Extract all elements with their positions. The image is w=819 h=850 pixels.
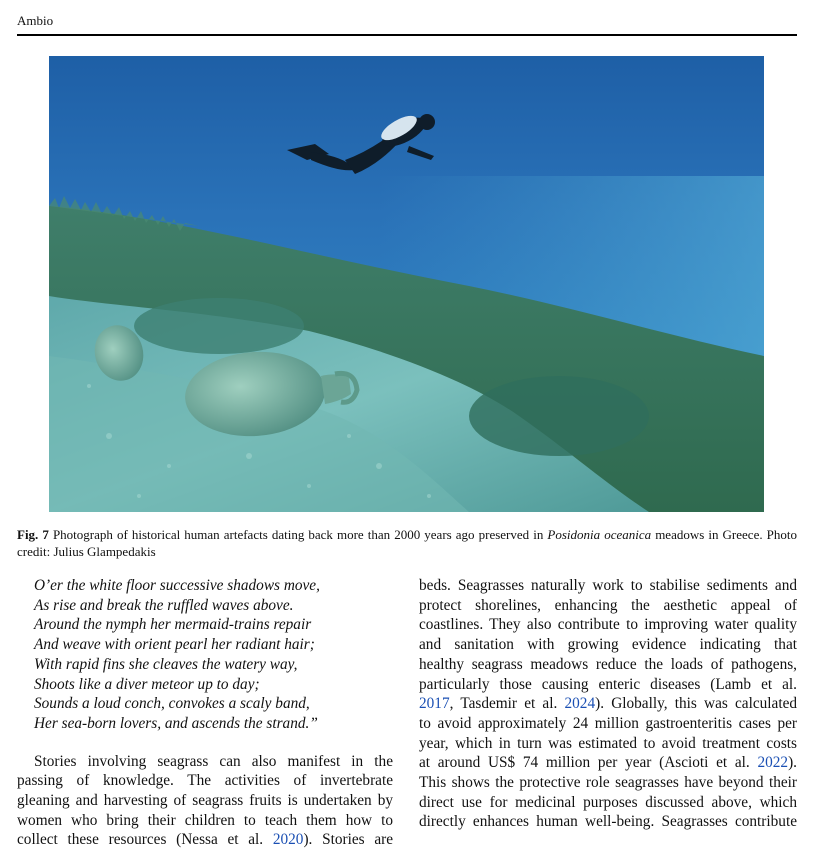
text-line: direct use for medicinal purposes discussed above, which [419, 793, 797, 811]
text-line: This shows the protective role seagrasses have beyond their [419, 774, 797, 792]
poem-line: Shoots like a diver meteor up to day; [34, 675, 260, 693]
poem-line: As rise and break the ruffled waves above. [34, 596, 294, 614]
poem-line: Around the nymph her mermaid-trains repair [34, 616, 312, 634]
text-line: women who bring their children to teach them how to [17, 811, 393, 829]
text-line: year, which in turn was estimated to avoid treatment costs [419, 734, 797, 752]
text-line: directly enhances human well-being. Seagrasses contribute [419, 813, 797, 831]
journal-header: Ambio [17, 13, 54, 28]
text-line: gleaning and harvesting of seagrass fruits is undertaken by [17, 792, 393, 810]
text-line: passing of knowledge. The activities of invertebrate [17, 772, 393, 790]
text-line: Stories involving seagrass can also manifest in the [34, 752, 393, 770]
caption-species: Posidonia oceanica [547, 527, 652, 542]
right-column [419, 576, 797, 832]
poem-line: With rapid fins she cleaves the watery way, [34, 655, 298, 673]
text-line: at around US$ 74 million per year (Ascioti et al. 2022). [419, 754, 797, 772]
poem-block [34, 576, 393, 734]
citation-link[interactable]: 2020 [272, 831, 304, 849]
body-paragraph-left [17, 752, 393, 850]
text-line: protect shorelines, enhancing the aesthetic appeal of [419, 596, 797, 614]
poem-line: And weave with orient pearl her radiant hair; [34, 636, 315, 654]
citation-link[interactable]: 2024 [564, 695, 596, 713]
caption-text-post: meadows in Greece. Photo credit: Julius Glampedakis [17, 527, 797, 559]
poem-line: Sounds a loud conch, convokes a scaly band, [34, 695, 310, 713]
text-line: coastlines. They also contribute to improving water quality [419, 616, 797, 634]
text-line: and sanitation with growing evidence indicating that [419, 636, 797, 654]
text-line: beds. Seagrasses naturally work to stabilise sediments and [419, 577, 797, 594]
text-line: particularly those causing enteric diseases (Lamb et al. [419, 675, 797, 693]
poem-line: Her sea-born lovers, and ascends the strand.” [34, 714, 318, 732]
rock-mound [134, 298, 304, 354]
poem-line: O’er the white floor successive shadows move, [34, 577, 320, 594]
header-rule [17, 34, 797, 36]
text-line: collect these resources (Nessa et al. 2020). Stories are [17, 831, 393, 849]
figure-caption [17, 526, 797, 560]
figure-photo [49, 56, 764, 512]
text-line: to avoid approximately 24 million gastroenteritis cases per [419, 714, 797, 732]
caption-text-pre: Photograph of historical human artefacts dating back more than 2000 years ago preserved in [48, 527, 548, 542]
text-line: 2017, Tasdemir et al. 2024). Globally, this was calculated [419, 695, 798, 713]
citation-link[interactable]: 2022 [757, 754, 789, 772]
citation-link[interactable]: 2017 [419, 695, 450, 713]
figure-label: Fig. 7 [17, 527, 49, 542]
text-line: healthy seagrass meadows reduce the loads of pathogens, [419, 655, 797, 673]
left-column [17, 576, 393, 850]
